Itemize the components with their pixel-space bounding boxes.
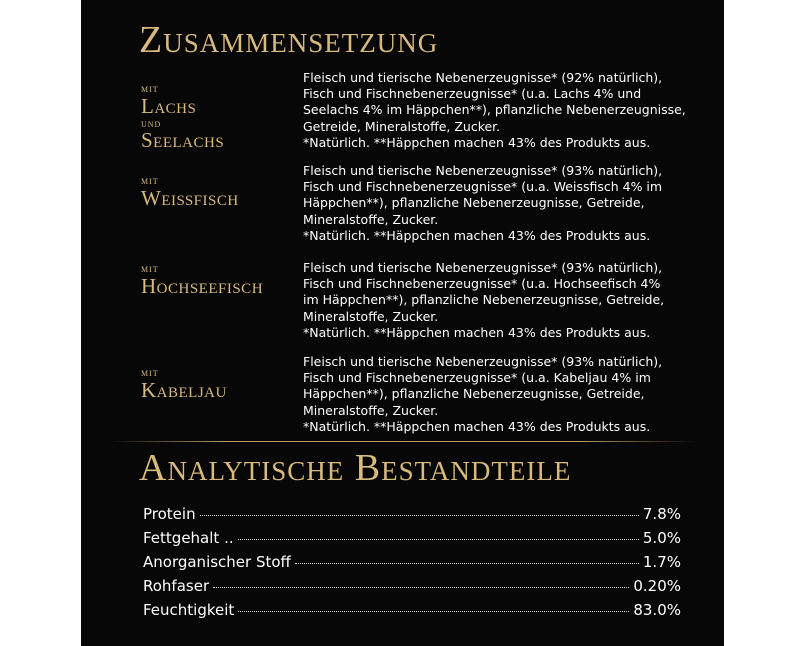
analysis-row (143, 601, 681, 621)
analysis-label: Protein (143, 505, 196, 523)
variant-name: Kabeljau (141, 377, 227, 402)
description-line: Mineralstoffe, Zucker. (303, 308, 439, 324)
variant-name: Lachs (141, 93, 197, 118)
variant-weissfisch (141, 174, 301, 209)
analysis-row (143, 529, 681, 549)
variant-description (303, 260, 683, 341)
analysis-value: 5.0% (642, 529, 681, 547)
analysis-value: 0.20% (633, 577, 681, 595)
description-line: Fisch und Fischnebenerzeugnisse* (u.a. Hochseefisch 4% (303, 276, 661, 292)
description-line: Seelachs 4% im Häppchen**), pflanzliche Nebenerzeugnisse, (303, 102, 686, 118)
description-line: *Natürlich. **Häppchen machen 43% des Produkts aus. (303, 134, 651, 150)
description-line: Fleisch und tierische Nebenerzeugnisse* (92% natürlich), (303, 70, 663, 85)
variant-und-label: und (141, 115, 162, 130)
dot-leader (200, 515, 639, 516)
analysis-row (143, 553, 681, 573)
analysis-value: 7.8% (642, 505, 681, 523)
analysis-row (143, 577, 681, 597)
variant-name: Weißfisch (141, 185, 239, 210)
description-line: Fleisch und tierische Nebenerzeugnisse* (93% natürlich), (303, 260, 663, 275)
description-line: Häppchen**), pflanzliche Nebenerzeugnisse, Getreide, (303, 195, 645, 211)
variant-description (303, 70, 686, 151)
description-line: *Natürlich. **Häppchen machen 43% des Produkts aus. (303, 324, 651, 340)
description-line: Getreide, Mineralstoffe, Zucker. (303, 118, 501, 134)
variant-hochseefisch (141, 262, 301, 297)
description-line: Mineralstoffe, Zucker. (303, 402, 439, 418)
description-line: Fleisch und tierische Nebenerzeugnisse* (93% natürlich), (303, 354, 663, 369)
variant-mit-label: mit (141, 173, 159, 187)
description-line: Fisch und Fischnebenerzeugnisse* (u.a. Weissfisch 4% im (303, 179, 663, 195)
analysis-label: Feuchtigkeit (143, 601, 235, 619)
description-line: *Natürlich. **Häppchen machen 43% des Produkts aus. (303, 418, 651, 434)
analysis-label: Anorganischer Stoff (143, 553, 291, 571)
variant-name: Hochseefisch (141, 273, 264, 298)
description-line: Fisch und Fischnebenerzeugnisse* (u.a. Lachs 4% und (303, 86, 642, 102)
analysis-row (143, 505, 681, 525)
description-line: Fisch und Fischnebenerzeugnisse* (u.a. Kabeljau 4% im (303, 370, 651, 386)
variant-mit-label: mit (141, 261, 159, 275)
description-line: Mineralstoffe, Zucker. (303, 211, 439, 227)
dot-leader (238, 539, 639, 540)
variant-description (303, 163, 683, 244)
variant-name-extra: Seelachs (141, 128, 225, 153)
variant-mit-label: mit (141, 81, 159, 95)
analysis-label: Fettgehalt .. (143, 529, 234, 547)
dot-leader (295, 563, 639, 564)
analysis-value: 83.0% (633, 601, 681, 619)
variant-description (303, 354, 683, 435)
description-line: Häppchen**), pflanzliche Nebenerzeugnisse, Getreide, (303, 386, 645, 402)
description-line: *Natürlich. **Häppchen machen 43% des Produkts aus. (303, 227, 651, 243)
dot-leader (238, 611, 629, 612)
analysis-value: 1.7% (642, 553, 681, 571)
section-divider (110, 441, 695, 442)
composition-title: Zusammensetzung (139, 19, 439, 61)
variant-mit-label: mit (141, 365, 159, 379)
description-line: im Häppchen**), pflanzliche Nebenerzeugnisse, Getreide, (303, 292, 665, 308)
analysis-title: Analytische Bestandteile (139, 447, 572, 489)
variant-kabeljau (141, 366, 301, 401)
dot-leader (213, 587, 629, 588)
analysis-label: Rohfaser (143, 577, 210, 595)
variant-lachs-seelachs (141, 82, 301, 151)
description-line: Fleisch und tierische Nebenerzeugnisse* (93% natürlich), (303, 163, 663, 178)
